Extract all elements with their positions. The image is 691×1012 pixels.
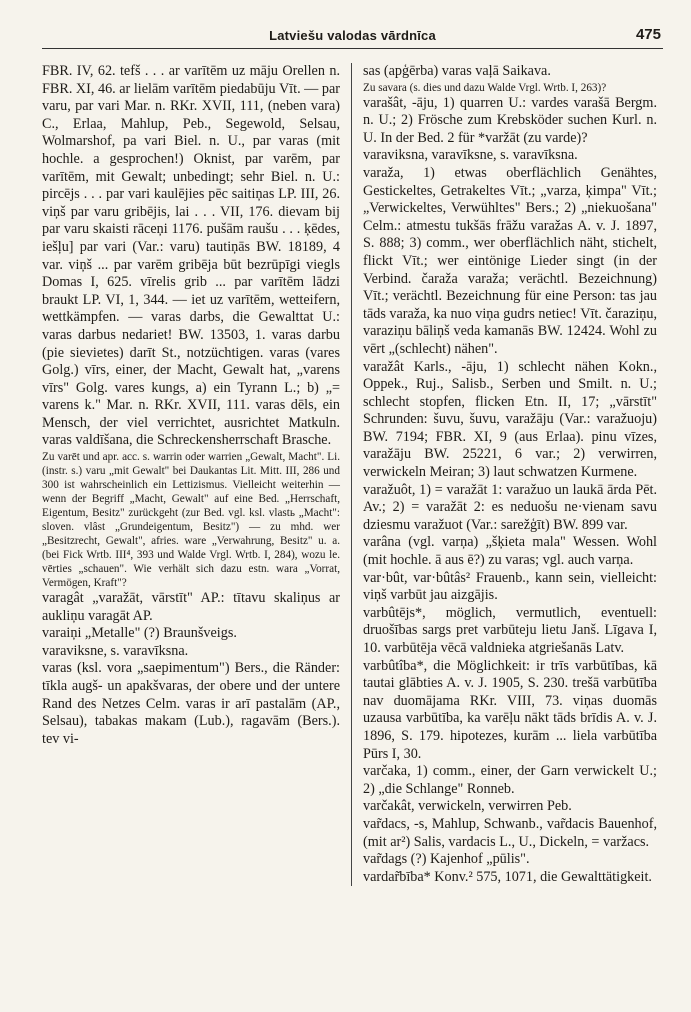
entry-vardarbiba: vardar̃bība* Konv.² 575, 1071, die Gewalttätigkeit.: [363, 868, 652, 885]
entry-vara-continued: FBR. IV, 62. tefš . . . ar varītēm uz māju Orellen n. FBR. XI, 46. ar lielām varītēm piedabūju Vīt. — par varu, par vari Mar. n. RKr. XVII, 111, (neben vara) C., Erlaa, Mahlup, Peb., Segewold, Selsau, Wolmarshof, pa vari Biel. n. U., par varas (mit hochle. a gesprochen!) Oknist, par varēm, par varītēm, mit Gewalt; unbedingt; sehr Biel. n. U.: pircējs . . . par vari kaulējies pēc saitiņas LP. III, 26. viņš par varu gribējis, lai . . . VII, 176. dievam bij par varu skaisti rāceņi 1176. pušām raušu . . . ķēdes, iešļu] par vari (Var.: varu) tautiņās BW. 18189, 4 var. viņš ... par varēm gribēja būt bezrūpīgi viegls Domas I, 625. vīrelis grib ... par varītēm lādzi braukt LP. VI, 1, 344. — iet uz varītēm, wetteifern, wettkämpfen. — varas darbs, die Gewalttat U.: varas darbus nedariet! BW. 13503, 1. varas darbu (pie sievietes) darīt St., notzüchtigen. varas (vares Golg.) vīrs, einer, der Macht, Gewalt hat, „varens vīrs" Golg. vares kungs, a) ein Tyrann L.; b) „= varens k." Mar. n. RKr. XVII, 111. varas dēls, ein Mensch, der viel verrichtet, ausrichtet Matkuln. varas valdīšana, die Schreckensherrschaft Brasche.: [42, 63, 341, 449]
page-number: 475: [635, 26, 661, 43]
entry-vardags: var̃dags (?) Kajenhof „pūlis".: [363, 851, 530, 868]
etymology-note-varas: Zu savara (s. dies und dazu Walde Vrgl. Wrtb. I, 263)?: [363, 81, 607, 94]
entry-varaza: varaža, 1) etwas oberflächlich Genähtes, Gestickeltes, Getrakeltes Vīt.; „varza, ķimpa" Vīt.; „Verwickeltes, Verwühltes" Bers.; 2) „niekuošana" Celm.: atmestu tukšās frāžu varažas A. v. J. 1897, S. 888; 3) comm., wer oberflächlich näht, stichelt, flickt Vīt.; wer eintönige Lieder singt (in der Verbind. čaraža varaža; verächtl. Bezeichnung) Vīt.; verächtl. Bezeichnung für eine Person: tas jau tāds varaža, ka nuo viņa gudrs netiec! Vīt. čaraziņu, varaziņu bāliņš veda kamanās BW. 12424. Wohl zu vērt „(schlecht) nähen".: [363, 164, 658, 357]
entry-varbut: var·bût, var·bûtâs² Frauenb., kann sein, vielleicht: viņš varbūt jau aizgājis.: [363, 569, 657, 604]
entry-varcakat: varčakât, verwickeln, verwirren Peb.: [363, 798, 572, 815]
entry-varas: varas (ksl. vora „saepimentum") Bers., die Ränder: tīkla augš- un apakšvaras, der obere und der untere Rand des Netzes Celm. varas ir arī pastalām (AP., Selsau), tabakas makam (Lub.), ragavām (Bers.). tev vi-: [42, 660, 340, 747]
entry-varcaka: varčaka, 1) comm., einer, der Garn verwickelt U.; 2) „die Schlange" Ronneb.: [363, 763, 657, 797]
entry-varasat: varašât, -āju, 1) quarren U.: vardes varašā Bergm. n. U.; 2) Frösche zum Krebsköder suchen Kurl. n. U. In der Bed. 2 für *varžāt (zu varde)?: [363, 94, 657, 146]
entry-varazat: varažât Karls., -āju, 1) schlecht nähen Kokn., Oppek., Ruj., Salisb., Serben und Smilt. n. U.; schlecht stopfen, flicken Etn. II, 17; „vārstīt" Schrunden: šuvu, šuvu, varažāju (Var.: varažuoju) BW. 7194; FBR. XI, 9 (aus Erlaa). pinu vīzes, varažāju BW. 25221, 6 var.; 2) verwirren, verwickeln Meiran; 3) laut schwatzen Kurmene.: [363, 358, 657, 481]
two-column-body: [42, 63, 663, 886]
entry-varbutejs: varbûtējs*, möglich, vermutlich, eventuell: druošības sargs pret varbūteju lietu Janš. Līgava I, 10. varbūtēja vēcā valdnieka atgriešanās Latv.: [363, 604, 657, 656]
entry-vardacs: var̃dacs, -s, Mahlup, Schwanb., var̃dacis Bauenhof, (mit ar²) Salis, vardacis L., U., Dickeln, = varžacs.: [363, 815, 657, 850]
entry-varana: varâna (vgl. varņa) „šķieta mala" Wessen. Wohl (mit hochle. ā aus ē?) zu varas; vgl. auch varņa.: [363, 534, 657, 569]
left-column: [42, 63, 351, 886]
entry-varagat: varagât „varažāt, vārstīt" AP.: tītavu skaliņus ar aukliņu varagāt AP.: [42, 590, 340, 624]
running-title: Latviešu valodas vārdnīca: [269, 28, 436, 43]
entry-varbutiba: varbûtîba*, die Möglichkeit: ir trīs varbūtības, kā tautai glābties A. v. J. 1905, S. 230. trešā varbūtība nav duomājama RKr. VIII, 73. viņas duomās uzausa varbūtība, ka varēļu nākt tāds brīdis A. v. J. 1896, S. 179. hipotezes, kurām ... liela varbūtība Pūrs I, 30.: [363, 657, 657, 762]
entry-varaviksne: varaviksne, s. varavīksna.: [42, 642, 189, 659]
entry-varaviksna: varaviksna, varavīksne, s. varavīksna.: [363, 147, 578, 164]
entry-varas-continued: sas (apģērba) varas vaļā Saikava.: [363, 63, 551, 79]
entry-varaini: varaiņi „Metalle" (?) Braunšveigs.: [42, 625, 237, 642]
right-column: [351, 63, 657, 886]
entry-varazuot: varažuôt, 1) = varažāt 1: varažuo un laukā ārda Pēt. Av.; 2) = varažāt 2: es neduošu ne·vienam savu dziesmu varažuot (Var.: sarežģīt) BW. 899 var.: [363, 481, 657, 533]
etymology-note-vara: Zu varēt und apr. acc. s. warrin oder warrien „Gewalt, Macht". Li. (instr. s.) varu „mit Gewalt" bei Daukantas Lit. Mitt. III, 286 und 300 ist wahrscheinlich ein Lettizismus. Vielleicht weiterhin — wenn der Begriff „Macht, Gewalt" auf eine Bed. „Herrschaft, Eigentum, Besitz" zurückgeht (zur Bed. vgl. ksl. vlastь „Macht": sloven. vlâst „Grundeigentum, Besitz") — zu mhd. wer „Besitzrecht, Gewalt", afries. ware „Verwahrung, Besitz" u. a. (bei Fick Wrtb. III⁴, 393 und Walde Vrgl. Wrtb. I, 284), wozu le. vērties „schauen". Wie verhält sich dazu estn. wara „Vorrat, Vermögen, Kraft"?: [42, 451, 340, 590]
page-header: [42, 26, 663, 49]
